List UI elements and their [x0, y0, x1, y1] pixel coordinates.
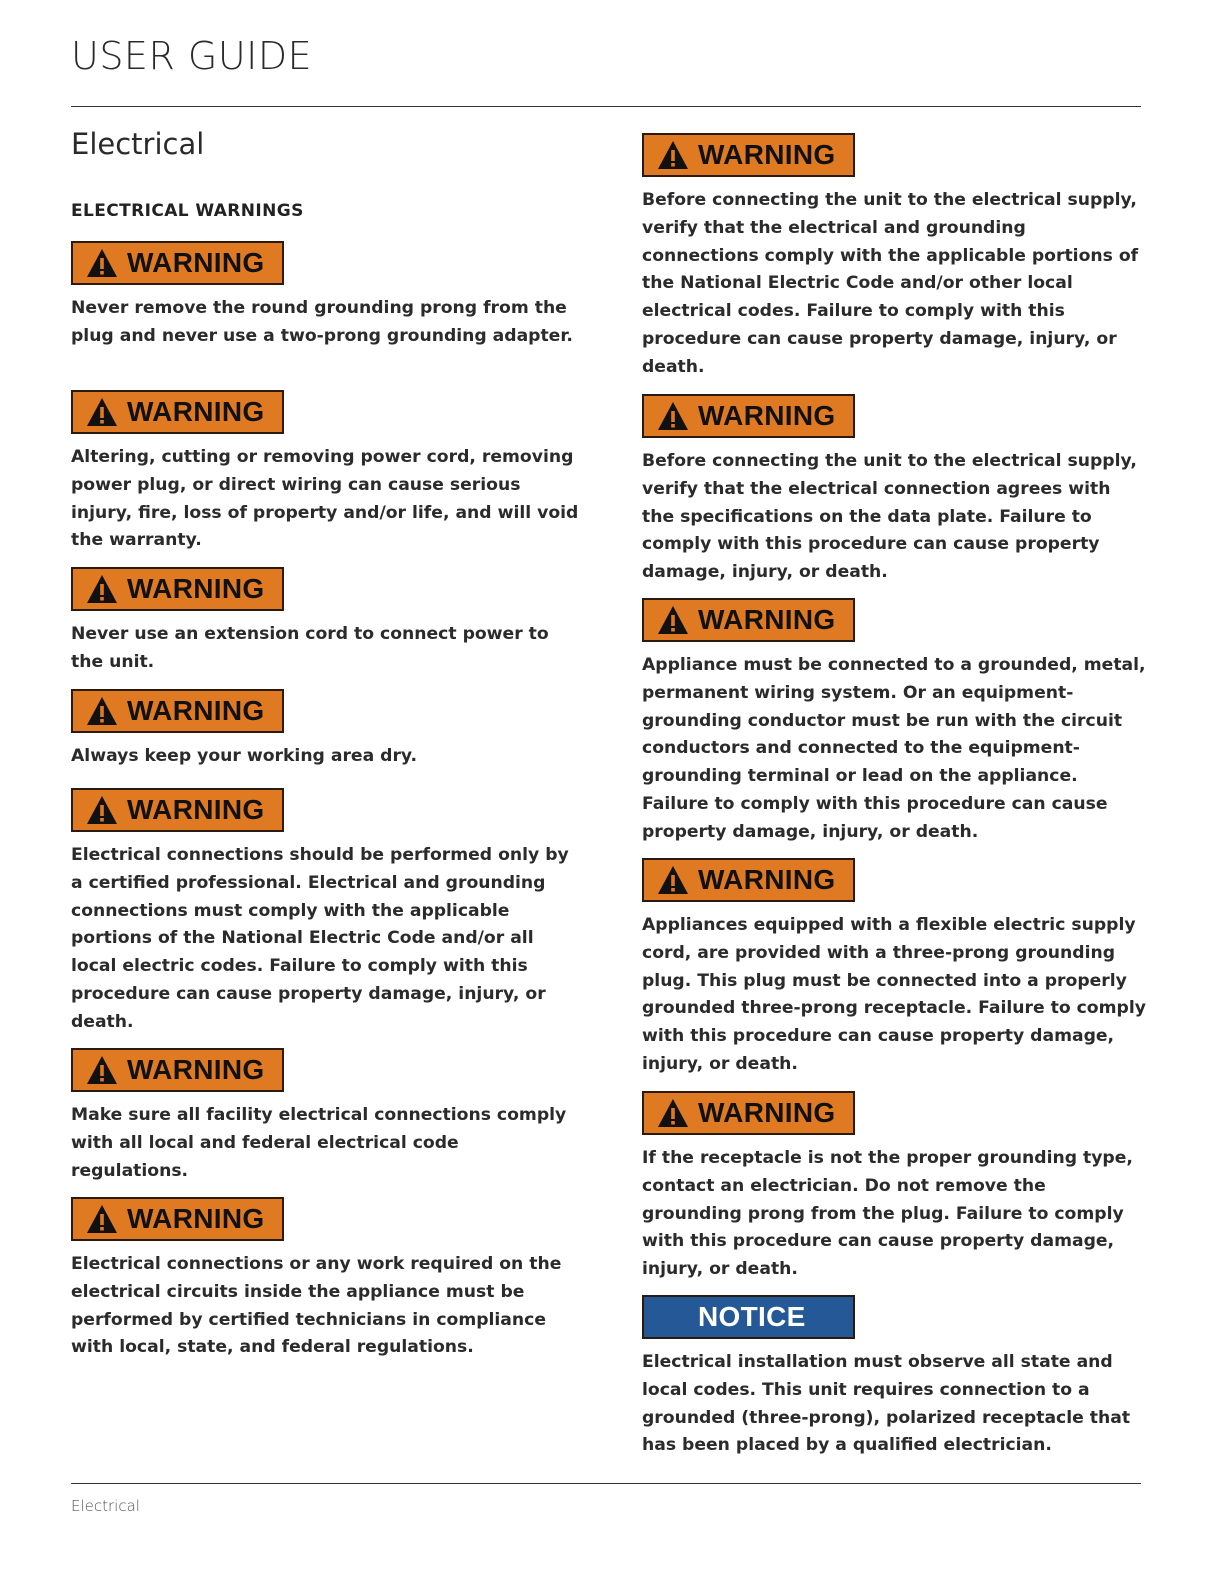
- warning-badge: [71, 1048, 284, 1092]
- warning-triangle-icon: [85, 247, 119, 279]
- warning-triangle-icon: [85, 794, 119, 826]
- warning-triangle-icon: [85, 1054, 119, 1086]
- warning-block: [642, 133, 1147, 382]
- warning-triangle-icon: [656, 139, 690, 171]
- warning-label: WARNING: [127, 1203, 265, 1234]
- warning-block: [71, 689, 581, 771]
- warning-triangle-icon: [85, 695, 119, 727]
- warning-block: [71, 241, 581, 351]
- notice-text: Electrical installation must observe all state and local codes. This unit requires connection to a grounded (three-prong), polarized receptacle that has been placed by a qualified electrician.: [642, 1352, 1131, 1456]
- warning-badge: [71, 689, 284, 733]
- warning-label: WARNING: [127, 573, 265, 604]
- warning-text: Altering, cutting or removing power cord, removing power plug, or direct wiring can cause serious injury, fire, loss of property and/or life, and will void the warranty.: [71, 447, 579, 551]
- warning-badge: [71, 788, 284, 832]
- footer-divider: [71, 1483, 1141, 1484]
- footer-section-name: Electrical: [71, 1497, 140, 1515]
- warning-badge: [642, 133, 855, 177]
- warning-text: Electrical connections should be performed only by a certified professional. Electrical and grounding connections must comply with the applicable portions of the National Electric Code and/or all local electric codes. Failure to comply with this procedure can cause property damage, injury, or death.: [71, 845, 569, 1032]
- warning-label: WARNING: [698, 139, 836, 170]
- warning-triangle-icon: [85, 573, 119, 605]
- warning-badge: [642, 1091, 855, 1135]
- warning-block: [71, 1048, 581, 1185]
- warning-block: [71, 390, 581, 555]
- warning-block: [642, 394, 1147, 587]
- warning-text: Before connecting the unit to the electrical supply, verify that the electrical connection agrees with the specifications on the data plate. Failure to comply with this procedure can cause property damage, injury, or death.: [642, 451, 1137, 583]
- warning-label: WARNING: [698, 1097, 836, 1128]
- warning-text: Before connecting the unit to the electrical supply, verify that the electrical and grounding connections comply with the applicable portions of the National Electric Code and/or other local electrical codes. Failure to comply with this procedure can cause property damage, injury, or death.: [642, 190, 1139, 377]
- warning-label: WARNING: [127, 794, 265, 825]
- warning-text: Always keep your working area dry.: [71, 746, 418, 766]
- warning-triangle-icon: [656, 864, 690, 896]
- warning-label: WARNING: [698, 864, 836, 895]
- warning-badge: [642, 858, 855, 902]
- warning-text: Appliances equipped with a flexible electric supply cord, are provided with a three-prong grounding plug. This plug must be connected into a properly grounded three-prong receptacle. Failure to comply with this procedure can cause property damage, injury, or death.: [642, 915, 1146, 1074]
- notice-label: NOTICE: [698, 1301, 806, 1332]
- warning-text: Appliance must be connected to a grounded, metal, permanent wiring system. Or an equipment-grounding conductor must be run with the circuit conductors and connected to the equipment-grounding terminal or lead on the appliance. Failure to comply with this procedure can cause property damage, injury, or death.: [642, 655, 1146, 842]
- warning-triangle-icon: [85, 1203, 119, 1235]
- section-subheading: ELECTRICAL WARNINGS: [71, 201, 304, 221]
- warning-block: [71, 567, 581, 677]
- warning-badge: [71, 567, 284, 611]
- warning-triangle-icon: [85, 396, 119, 428]
- warning-triangle-icon: [656, 1097, 690, 1129]
- header-divider: [71, 106, 1141, 107]
- warning-text: Never use an extension cord to connect power to the unit.: [71, 624, 549, 672]
- warning-label: WARNING: [127, 695, 265, 726]
- page-header-title: USER GUIDE: [71, 34, 313, 78]
- warning-block: [642, 598, 1147, 847]
- warning-label: WARNING: [127, 396, 265, 427]
- warning-text: Never remove the round grounding prong from the plug and never use a two-prong grounding adapter.: [71, 298, 573, 346]
- warning-text: Make sure all facility electrical connections comply with all local and federal electrical code regulations.: [71, 1105, 567, 1181]
- warning-triangle-icon: [656, 400, 690, 432]
- warning-badge: [642, 394, 855, 438]
- warning-label: WARNING: [698, 604, 836, 635]
- warning-badge: [642, 598, 855, 642]
- warning-badge: [71, 390, 284, 434]
- warning-label: WARNING: [127, 247, 265, 278]
- notice-block: [642, 1295, 1147, 1460]
- warning-block: [642, 1091, 1147, 1284]
- section-title: Electrical: [71, 127, 205, 161]
- warning-label: WARNING: [698, 400, 836, 431]
- warning-block: [642, 858, 1147, 1079]
- notice-badge: [642, 1295, 855, 1339]
- warning-text: Electrical connections or any work required on the electrical circuits inside the appliance must be performed by certified technicians in compliance with local, state, and federal regulations.: [71, 1254, 562, 1358]
- warning-block: [71, 1197, 581, 1362]
- warning-label: WARNING: [127, 1054, 265, 1085]
- warning-block: [71, 788, 581, 1037]
- warning-badge: [71, 1197, 284, 1241]
- warning-badge: [71, 241, 284, 285]
- warning-triangle-icon: [656, 604, 690, 636]
- warning-text: If the receptacle is not the proper grounding type, contact an electrician. Do not remove the grounding prong from the plug. Failure to comply with this procedure can cause property damage, injury, or death.: [642, 1148, 1133, 1280]
